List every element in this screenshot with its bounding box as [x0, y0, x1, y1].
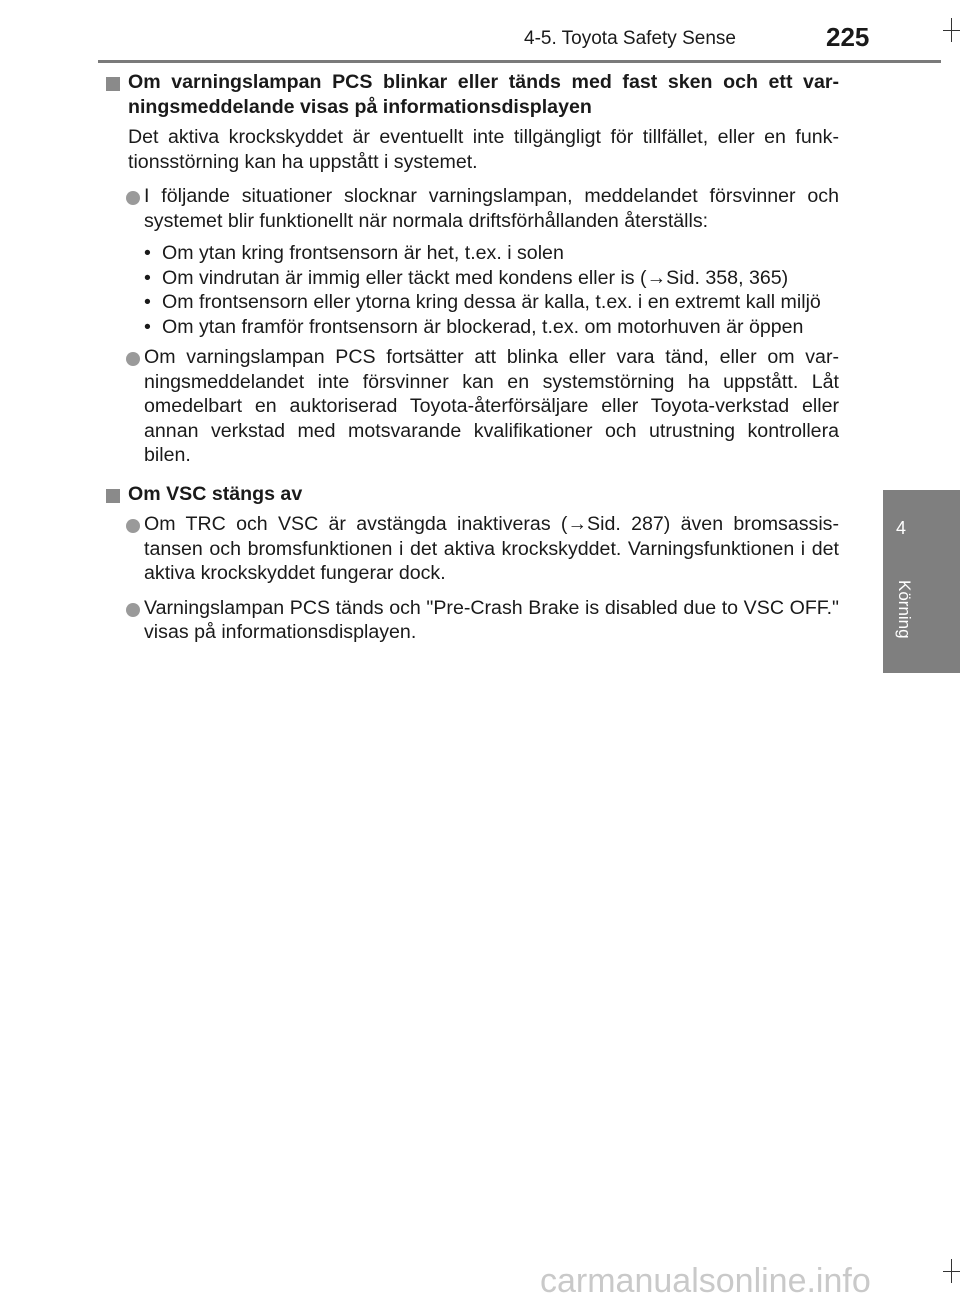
circle-bullet-icon [126, 191, 140, 205]
list-item: Varningslampan PCS tänds och "Pre-Crash Brake is disabled due to VSC OFF." visas på informationsdisplayen. [106, 596, 839, 645]
square-bullet-icon [106, 489, 120, 503]
circle-bullet-icon [126, 352, 140, 366]
sub-list-item: • Om vindrutan är immig eller täckt med kondens eller is (→Sid. 358, 365) [144, 266, 789, 289]
list-item: I följande situationer slocknar varningslampan, meddelandet försvinner och systemet blir funktionellt när normala driftsförhållanden återställs: [106, 184, 839, 233]
chapter-number: 4 [896, 518, 907, 538]
header-rule [98, 60, 941, 63]
section-title: 4-5. Toyota Safety Sense [524, 28, 736, 49]
circle-bullet-icon [126, 519, 140, 533]
sub-list [106, 241, 839, 339]
main-content [106, 70, 839, 645]
sub-list-item: • Om ytan framför frontsensorn är blockerad, t.ex. om motorhuven är öppen [144, 315, 804, 338]
section-heading: Om varningslampan PCS blinkar eller tänds med fast sken och ett var-ningsmeddelande visas på informationsdisplayen [106, 70, 839, 119]
square-bullet-icon [106, 77, 120, 91]
section-body: Det aktiva krockskyddet är eventuellt inte tillgängligt för tillfället, eller en funk-tionsstörning kan ha uppstått i systemet. [128, 126, 839, 173]
page-number: 225 [826, 22, 870, 52]
section-heading: Om VSC stängs av [106, 482, 839, 507]
crop-mark [951, 1259, 952, 1283]
circle-bullet-icon [126, 603, 140, 617]
crop-mark [951, 18, 952, 42]
list-item: Om TRC och VSC är avstängda inaktiveras (→Sid. 287) även bromsassis-tansen och bromsfunktionen i det aktiva krockskyddet. Varningsfunktionen i det aktiva krockskyddet fungerar dock. [106, 512, 839, 586]
sub-list-item: • Om frontsensorn eller ytorna kring dessa är kalla, t.ex. i en extremt kall miljö [144, 291, 821, 313]
chapter-label: Körning [895, 580, 914, 639]
page-header [0, 0, 960, 62]
list-item: Om varningslampan PCS fortsätter att blinka eller vara tänd, eller om var-ningsmeddelandet inte försvinner kan en systemstörning ha uppstått. Låt omedelbart en auktoriserad Toyota-återförsäljare eller Toyota-verkstad eller annan verkstad med motsvarande kvalifikationer och utrustning kontrollera bilen. [106, 345, 839, 468]
sub-list-item: • Om ytan kring frontsensorn är het, t.ex. i solen [144, 242, 564, 264]
watermark: carmanualsonline.info [540, 1262, 871, 1300]
